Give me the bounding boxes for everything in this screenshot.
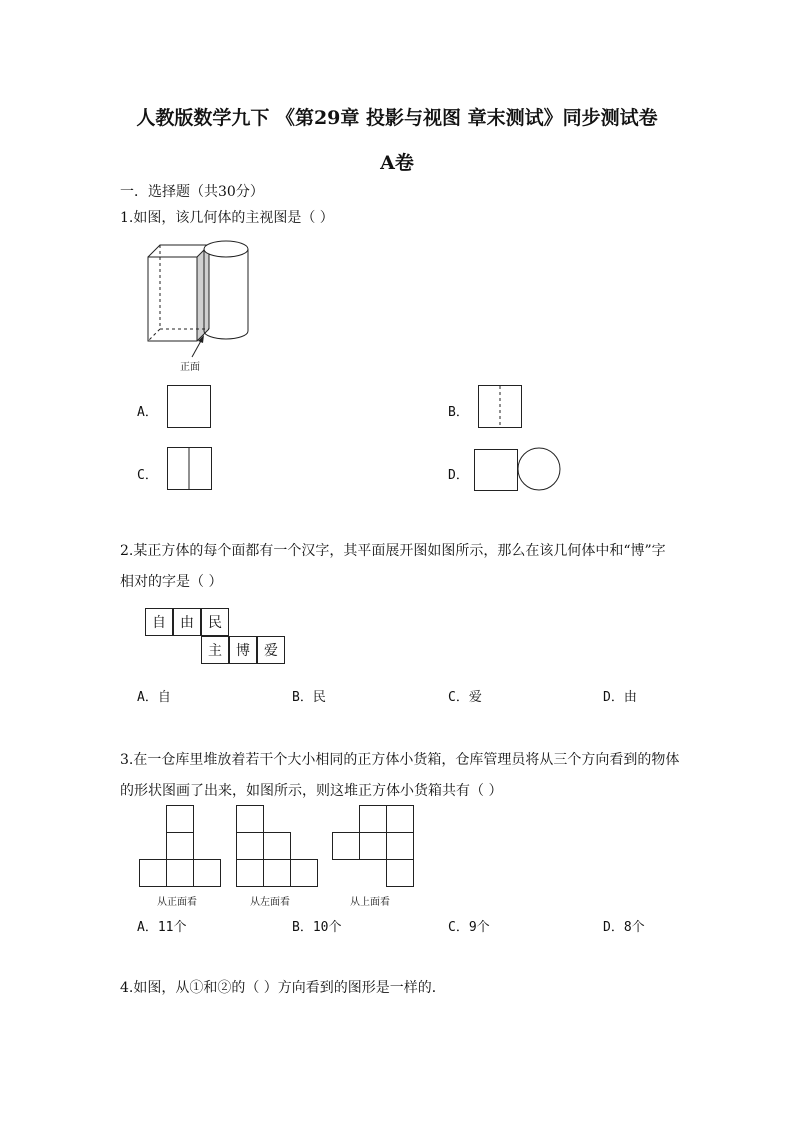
front-view-figure xyxy=(139,805,223,889)
question-1-solid-figure xyxy=(140,235,260,375)
q2-option-a[interactable]: A．自 xyxy=(137,690,171,705)
question-3-text-line2: 的形状图画了出来，如图所示，则这堆正方体小货箱共有（ ） xyxy=(120,783,503,799)
question-3-text-line1: 3.在一仓库里堆放着若干个大小相同的正方体小货箱，仓库管理员将从三个方向看到的物体 xyxy=(120,752,680,768)
q1-option-d[interactable]: D． xyxy=(448,468,469,483)
q2-option-c[interactable]: C．爱 xyxy=(448,690,482,705)
q3-option-b[interactable]: B．10个 xyxy=(292,920,342,935)
net-cell: 自 xyxy=(145,608,173,636)
net-cell: 博 xyxy=(229,636,257,664)
q1-option-a[interactable]: A． xyxy=(137,405,158,420)
q1-option-d-figure xyxy=(474,447,564,493)
q1-option-b[interactable]: B． xyxy=(448,405,469,420)
q3-option-d[interactable]: D．8个 xyxy=(603,920,645,935)
q3-option-c[interactable]: C．9个 xyxy=(448,920,490,935)
left-view-label: 从左面看 xyxy=(250,897,290,908)
q1-option-c[interactable]: C． xyxy=(137,468,158,483)
front-direction-label: 正面 xyxy=(180,362,200,373)
left-view-figure xyxy=(236,805,320,889)
net-cell: 民 xyxy=(201,608,229,636)
q1-option-b-figure xyxy=(478,385,522,429)
net-cell: 由 xyxy=(173,608,201,636)
question-1-text: 1.如图，该几何体的主视图是（ ） xyxy=(120,210,334,226)
q2-option-d[interactable]: D．由 xyxy=(603,690,637,705)
q1-option-c-figure xyxy=(167,447,213,491)
front-view-label: 从正面看 xyxy=(157,897,197,908)
section-heading: 一．选择题（共30分） xyxy=(120,184,264,200)
q1-option-a-figure xyxy=(167,385,211,429)
question-2-text-line2: 相对的字是（ ） xyxy=(120,574,223,590)
page-subtitle: A卷 xyxy=(380,152,414,174)
top-view-figure xyxy=(332,805,416,889)
net-cell: 爱 xyxy=(257,636,285,664)
question-4-text: 4.如图，从①和②的（ ）方向看到的图形是一样的． xyxy=(120,980,446,996)
q3-option-a[interactable]: A．11个 xyxy=(137,920,187,935)
net-cell: 主 xyxy=(201,636,229,664)
top-view-label: 从上面看 xyxy=(350,897,390,908)
question-2-text-line1: 2.某正方体的每个面都有一个汉字，其平面展开图如图所示，那么在该几何体中和“博”字 xyxy=(120,543,666,559)
q2-option-b[interactable]: B．民 xyxy=(292,690,326,705)
page-title: 人教版数学九下 《第29章 投影与视图 章末测试》同步测试卷 xyxy=(136,107,658,129)
